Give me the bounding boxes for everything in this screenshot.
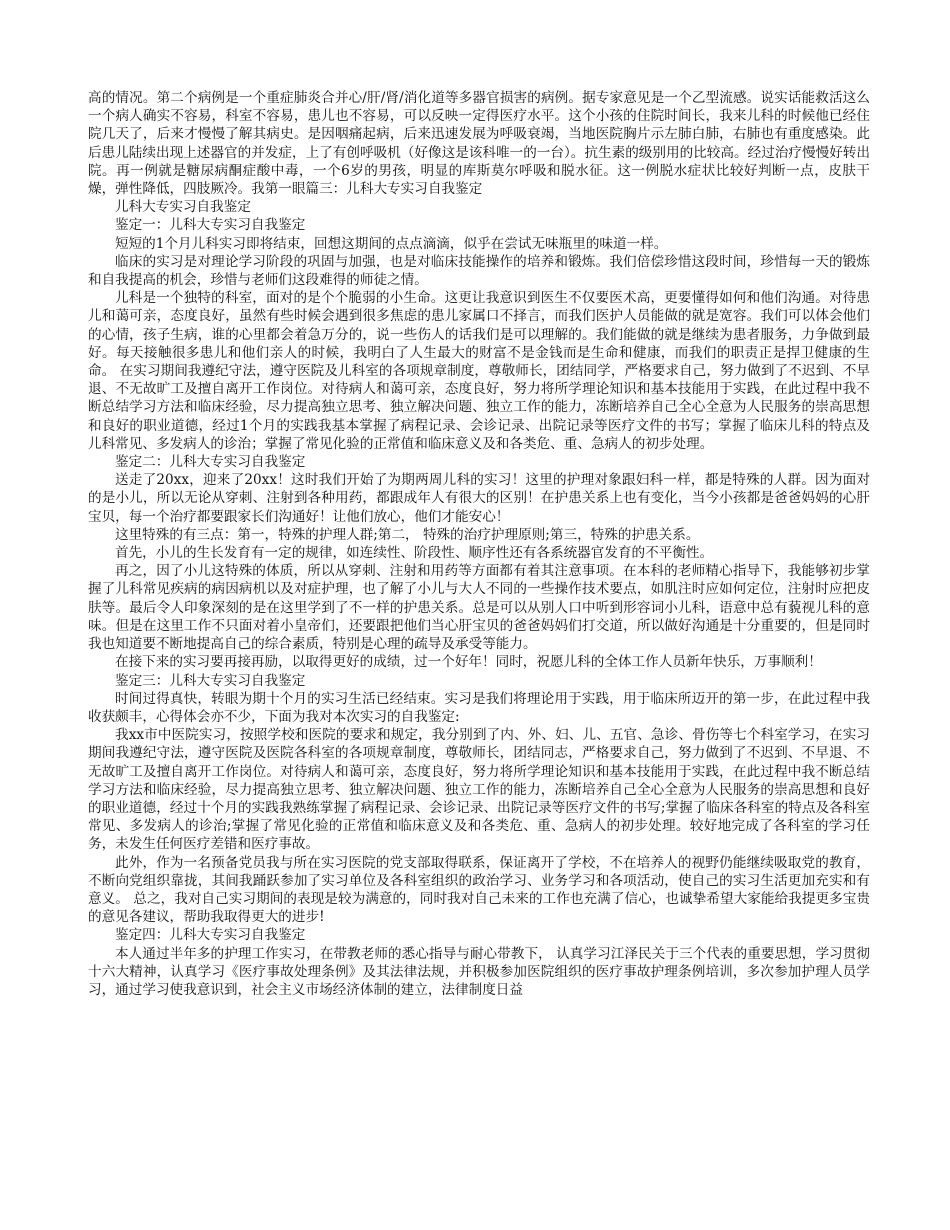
paragraph: 短短的1个月儿科实习即将结束，回想这期间的点点滴滴，似乎在尝试无味瓶里的味道一样。: [115, 235, 668, 252]
paragraph: 儿科是一个独特的科室，面对的是个个脆弱的小生命。这更让我意识到医生不仅要医术高，更要懂得如何和他们沟通。对待患儿和蔼可亲，态度良好，虽然有些时候会遇到很多焦虑的患儿家属口不择言，而我们医护人员能做的就是宽容。我们可以体会他们的心情，孩子生病，谁的心里都会着急万分的，说一些伤人的话我们是可以理解的。我们能做的就是继续为患者服务，力争做到最好。每天接触很多患儿和他们亲人的时候，我明白了人生最大的财富不是金钱而是生命和健康，而我们的职责正是捍卫健康的生命。 在实习期间我遵纪守法，遵守医院及儿科室的各项规章制度，尊敬师长，团结同学，严格要求自己，努力做到了不迟到、不早退、不无故旷工及擅自离开工作岗位。对待病人和蔼可亲，态度良好，努力将所学理论知识和基本技能用于实践，在此过程中我不断总结学习方法和临床经验，尽力提高独立思考、独立解决问题、独立工作的能力，冻断培养自己全心全意为人民服务的崇高思想和良好的职业道德，经过1个月的实践我基本掌握了病程记录、会诊记录、出院记录等医疗文件的书写；掌握了临床儿科的特点及儿科常见、多发病人的诊治；掌握了常见化验的正常值和临床意义及和各类危、重、急病人的初步处理。: [88, 290, 870, 452]
paragraph: 时间过得真快，转眼为期十个月的实习生活已经结束。实习是我们将理论用于实践，用于临床所迈开的第一步，在此过程中我收获颇丰，心得体会亦不少，下面为我对本次实习的自我鉴定:: [88, 690, 870, 725]
paragraph: 儿科大专实习自我鉴定: [115, 199, 251, 216]
paragraph: 这里特殊的有三点：第一，特殊的护理人群;第二， 特殊的治疗护理原则;第三，特殊的护患关系。: [115, 526, 700, 543]
section-heading: 鉴定一：儿科大专实习自我鉴定: [115, 217, 306, 234]
section-heading: 鉴定二：儿科大专实习自我鉴定: [115, 454, 306, 471]
paragraph: 本人通过半年多的护理工作实习，在带教老师的悉心指导与耐心带教下， 认真学习江泽民关于三个代表的重要思想，学习贯彻十六大精神，认真学习《医疗事故处理条例》及其法律法规，并积极参加医院组织的医疗事故护理条例培训，多次参加护理人员学习，通过学习使我意识到，社会主义市场经济体制的建立，法律制度日益: [88, 945, 870, 998]
paragraph: 送走了20xx，迎来了20xx！这时我们开始了为期两周儿科的实习！这里的护理对象跟妇科一样，都是特殊的人群。因为面对的是小儿，所以无论从穿刺、注射到各种用药，都跟成年人有很大的区别！在护患关系上也有变化，当今小孩都是爸爸妈妈的心肝宝贝，每一个治疗都要跟家长们沟通好！让他们放心，他们才能安心！: [88, 472, 870, 525]
paragraph: 此外，作为一名预备党员我与所在实习医院的党支部取得联系，保证离开了学校，不在培养人的视野仍能继续吸取党的教育，不断向党组织靠拢，其间我踊跃参加了实习单位及各科室组织的政治学习、业务学习和各项活动，使自己的实习生活更加充实和有意义。 总之，我对自己实习期间的表现是较为满意的，同时我对自己未来的工作也充满了信心，也诚挚希望大家能给我提更多宝贵的意见各建议，帮助我取得更大的进步!: [88, 854, 870, 926]
paragraph: 再之，因了小儿这特殊的体质，所以从穿刺、注射和用药等方面都有着其注意事项。在本科的老师精心指导下，我能够初步掌握了儿科常见疾病的病因病机以及对症护理，也了解了小儿与大人不同的一些操作技术要点，如肌注时应如何定位，注射时应把皮肤等。最后令人印象深刻的是在这里学到了不一样的护患关系。总是可以从别人口中听到形容词小儿科，语意中总有藐视儿科的意味。但是在这里工作不只面对着小皇帝们，还要跟把他们当心肝宝贝的爸爸妈妈们打交道，所以做好沟通是十分重要的，但是同时我也知道要不断地提高自己的综合素质，特别是心理的疏导及承受等能力。: [88, 563, 870, 653]
section-heading: 鉴定四：儿科大专实习自我鉴定: [115, 927, 306, 944]
paragraph: 临床的实习是对理论学习阶段的巩固与加强，也是对临床技能操作的培养和锻炼。我们倍偿珍惜这段时间，珍惜每一天的锻炼和自我提高的机会，珍惜与老师们这段难得的师徒之情。: [88, 253, 870, 289]
paragraph: 首先，小儿的生长发育有一定的规律，如连续性、阶段性、顺序性还有各系统器官发育的不平衡性。: [115, 545, 714, 562]
paragraph: 我xx市中医院实习，按照学校和医院的要求和规定，我分别到了内、外、妇、儿、五官、急诊、骨伤等七个科室学习，在实习期间我遵纪守法，遵守医院及医院各科室的各项规章制度，尊敬师长，团结同志，严格要求自己，努力做到了不迟到、不早退、不无故旷工及擅自离开工作岗位。对待病人和蔼可亲，态度良好，努力将所学理论知识和基本技能用于实践，在此过程中我不断总结学习方法和临床经验，尽力提高独立思考、独立解决问题、独立工作的能力，冻断培养自己全心全意为人民服务的崇高思想和良好的职业道德，经过十个月的实践我熟练掌握了病程记录、会诊记录、出院记录等医疗文件的书写;掌握了临床各科室的特点及各科室常见、多发病人的诊治;掌握了常见化验的正常值和临床意义及和各类危、重、急病人的初步处理。较好地完成了各科室的学习任务，未发生任何医疗差错和医疗事故。: [88, 727, 870, 853]
paragraph: 在接下来的实习要再接再励，以取得更好的成绩，过一个好年！同时，祝愿儿科的全体工作人员新年快乐，万事顺利！: [115, 654, 822, 671]
section-heading: 鉴定三：儿科大专实习自我鉴定: [115, 672, 306, 689]
paragraph: 高的情况。第二个病例是一个重症肺炎合并心/肝/肾/消化道等多器官损害的病例。据专家意见是一个乙型流感。说实话能救活这么一个病人确实不容易，科室不容易，患儿也不容易，可以反映一定得医疗水平。这个小孩的住院时间长，我来儿科的时候他已经住院几天了，后来才慢慢了解其病史。是因咽痛起病，后来迅速发展为呼吸衰竭，当地医院胸片示左肺白肺，右肺也有重度感染。此后患儿陆续出现上述器官的并发症，上了有创呼吸机（好像这是该科唯一的一台）。抗生素的级别用的比较高。经过治疗慢慢好转出院。再一例就是糖尿病酮症酸中毒，一个6岁的男孩，明显的库斯莫尔呼吸和脱水征。这一例脱水症状比较好判断一点，皮肤干燥，弹性降低，四肢厥冷。我第一眼篇三：儿科大专实习自我鉴定: [88, 90, 870, 198]
